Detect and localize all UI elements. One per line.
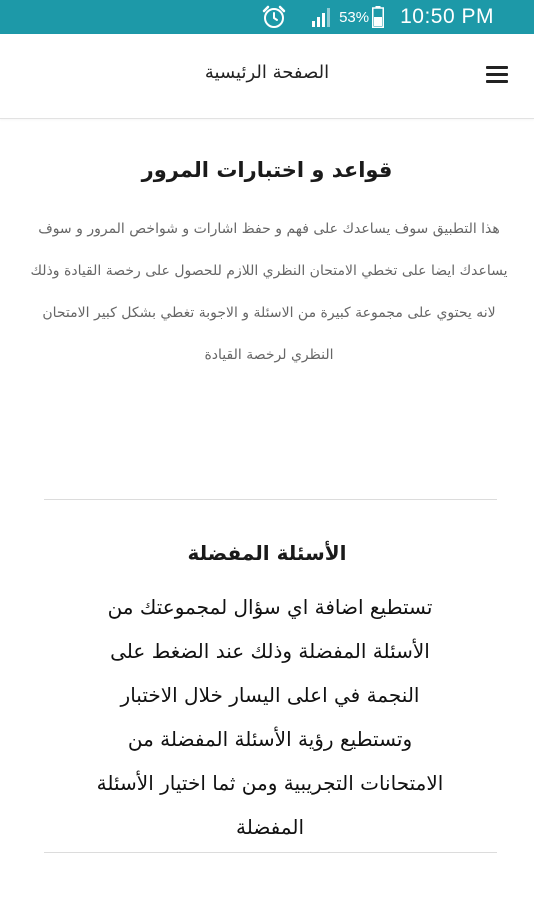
section-title-traffic-rules: قواعد و اختبارات المرور xyxy=(141,158,393,182)
battery-percent: 53% xyxy=(339,8,370,26)
section-body-favorite-questions: تستطيع اضافة اي سؤال لمجموعتك من الأسئلة المفضلة وذلك عند الضغط على النجمة في اعلى اليسار خلال الاختبار وتستطيع رؤية الأسئلة المفضلة من الامتحانات التجريبية ومن ثما اختيار الأسئلة المفضلة xyxy=(96,595,444,839)
section-title-favorite-questions: الأسئلة المفضلة xyxy=(187,541,347,565)
section-body-favorite-questions-container xyxy=(88,585,452,839)
divider xyxy=(44,852,497,853)
battery-icon xyxy=(372,6,384,28)
section-body-traffic-rules: هذا التطبيق سوف يساعدك على فهم و حفظ اشارات و شواخص المرور و سوف يساعدك ايضا على تخطي الامتحان النظري اللازم للحصول على رخصة القيادة وذلك لانه يحتوي على مجموعة كبيرة من الاسئلة و الاجوبة تغطي بشكل كبير الامتحان النظري لرخصة القيادة xyxy=(30,221,508,363)
status-bar xyxy=(0,0,534,34)
alarm-icon xyxy=(261,4,287,30)
signal-icon xyxy=(311,7,333,27)
hamburger-menu-icon[interactable] xyxy=(486,66,508,84)
clock-time: 10:50 PM xyxy=(400,5,494,28)
app-bar xyxy=(0,34,534,119)
divider xyxy=(44,499,497,500)
page-title: الصفحة الرئيسية xyxy=(204,62,330,83)
